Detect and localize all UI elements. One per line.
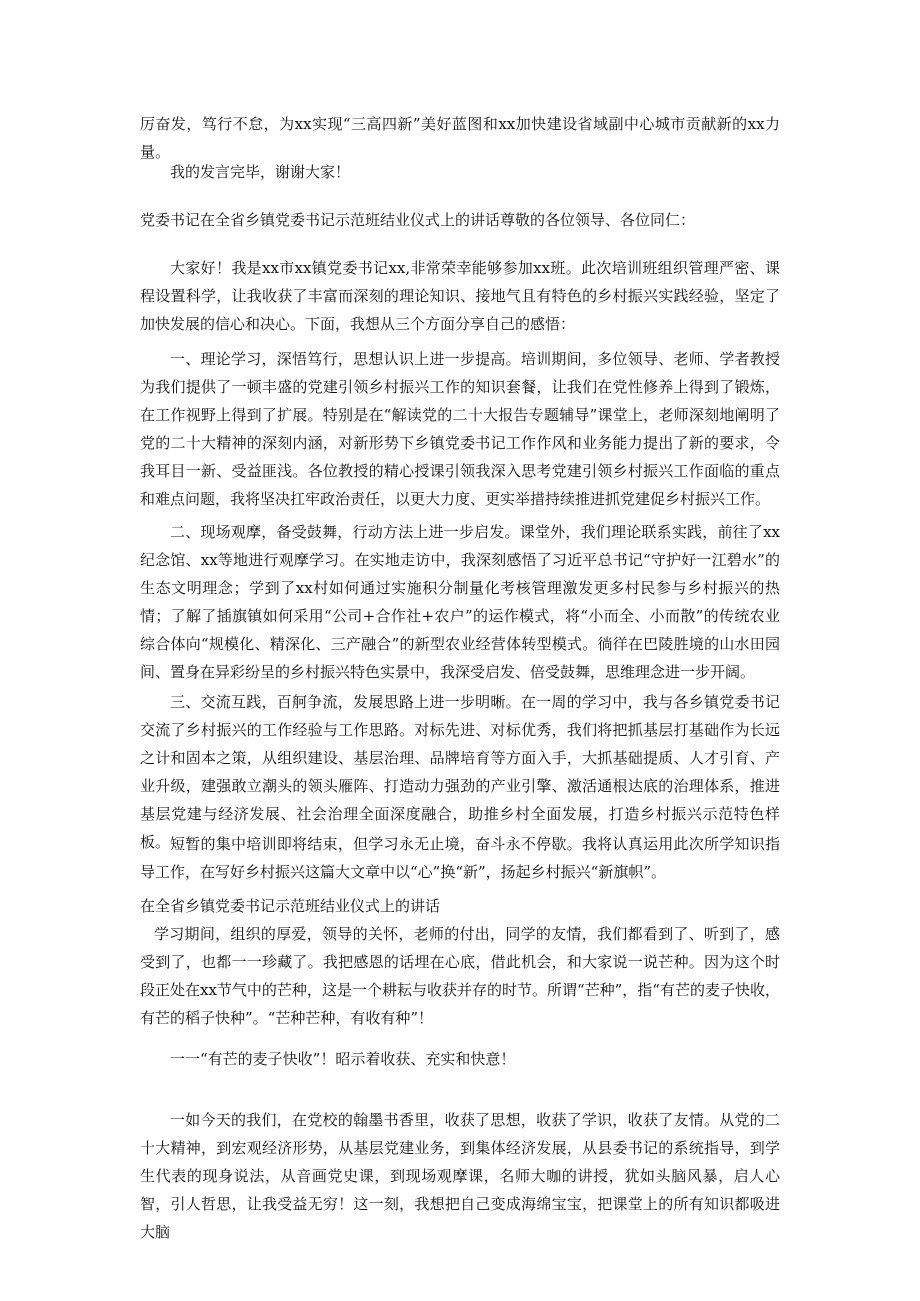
paragraph-harvest-heading: 一一“有芒的麦子快收”！昭示着收获、充实和快意！ bbox=[170, 1050, 516, 1068]
paragraph-introduction: 大家好！我是xx市xx镇党委书记xx,非常荣幸能够参加xx班。此次培训班组织管理严密、课程设置科学，让我收获了丰富而深刻的理论知识、接地气且有特色的乡村振兴实践经验，坚定了加快发展的信心和决心。下面，我想从三个方面分享自己的感悟： bbox=[140, 259, 780, 333]
paragraph-point-two: 二、现场观摩，备受鼓舞，行动方法上进一步启发。课堂外，我们理论联系实践，前往了xx纪念馆、xx等地进行观摩学习。在实地走访中，我深刻感悟了习近平总书记“守护好一江碧水”的生态文明理念；学到了xx村如何通过实施积分制量化考核管理激发更多村民参与乡村振兴的热情；了解了插旗镇如何采用“公司+合作社+农户”的运作模式，将“小而全、小而散”的传统农业综合体向“规模化、精深化、三产融合”的新型农业经营体转型模式。徜徉在巴陵胜境的山水田园间、置身在异彩纷呈的乡村振兴特色实景中，我深受启发、倍受鼓舞，思维理念进一步开阔。 bbox=[140, 523, 780, 681]
paragraph-closing-fragment: 厉奋发，笃行不怠，为xx实现“三高四新”美好蓝图和xx加快建设省域副中心城市贡献新的xx力量。 bbox=[140, 115, 780, 161]
paragraph-conclusion: 短暂的集中培训即将结束，但学习永无止境，奋斗永不停歇。我将认真运用此次所学知识指导工作，在写好乡村振兴这篇大文章中以“心”换“新”，扬起乡村振兴“新旗帜”。 bbox=[140, 835, 780, 881]
paragraph-point-three: 三、交流互践，百舸争流，发展思路上进一步明晰。在一周的学习中，我与各乡镇党委书记交流了乡村振兴的工作经验与工作思路。对标先进、对标优秀，我们将把抓基层打基础作为长远之计和固本之策，从组织建设、基层治理、品牌培育等方面入手，大抓基础提质、人才引育、产业升级，建强敢立潮头的领头雁阵、打造动力强劲的产业引擎、激活通根达底的治理体系，推进基层党建与经济发展、社会治理全面深度融合，助推乡村全面发展，打造乡村振兴示范特色样板。 bbox=[140, 693, 780, 851]
paragraph-thanks: 我的发言完毕，谢谢大家！ bbox=[170, 163, 351, 181]
section-heading: 在全省乡镇党委书记示范班结业仪式上的讲话 bbox=[140, 897, 441, 915]
paragraph-mangzhong-intro: 学习期间，组织的厚爱，领导的关怀，老师的付出，同学的友情，我们都看到了、听到了，感受到了，也都一一珍藏了。我把感恩的话埋在心底，借此机会，和大家说一说芒种。因为这个时段正处在xx节气中的芒种，这是一个耕耘与收获并存的时节。所谓“芒种”，指“有芒的麦子快收，有芒的稻子快种”。“芒种芒种，有收有种”！ bbox=[140, 925, 780, 1027]
paragraph-harvest-body: 一如今天的我们，在党校的翰墨书香里，收获了思想，收获了学识，收获了友情。从党的二十大精神，到宏观经济形势，从基层党建业务，到集体经济发展，从县委书记的系统指导，到学生代表的现身说法，从音画党史课，到现场观摩课，名师大咖的讲授，犹如头脑风暴，启人心智，引人哲思，让我受益无穷！这一刻，我想把自己变成海绵宝宝，把课堂上的所有知识都吸进大脑 bbox=[140, 1111, 780, 1241]
paragraph-speech-title-greeting: 党委书记在全省乡镇党委书记示范班结业仪式上的讲话尊敬的各位领导、各位同仁： bbox=[140, 211, 696, 229]
paragraph-point-one: 一、理论学习，深悟笃行，思想认识上进一步提高。培训期间，多位领导、老师、学者教授为我们提供了一顿丰盛的党建引领乡村振兴工作的知识套餐，让我们在党性修养上得到了锻炼，在工作视野上得到了扩展。特别是在“解读党的二十大报告专题辅导”课堂上，老师深刻地阐明了党的二十大精神的深刻内涵，对新形势下乡镇党委书记工作作风和业务能力提出了新的要求，令我耳目一新、受益匪浅。各位教授的精心授课引领我深入思考党建引领乡村振兴工作面临的重点和难点问题，我将坚决扛牢政治责任，以更大力度、更实举措持续推进抓党建促乡村振兴工作。 bbox=[140, 350, 780, 508]
